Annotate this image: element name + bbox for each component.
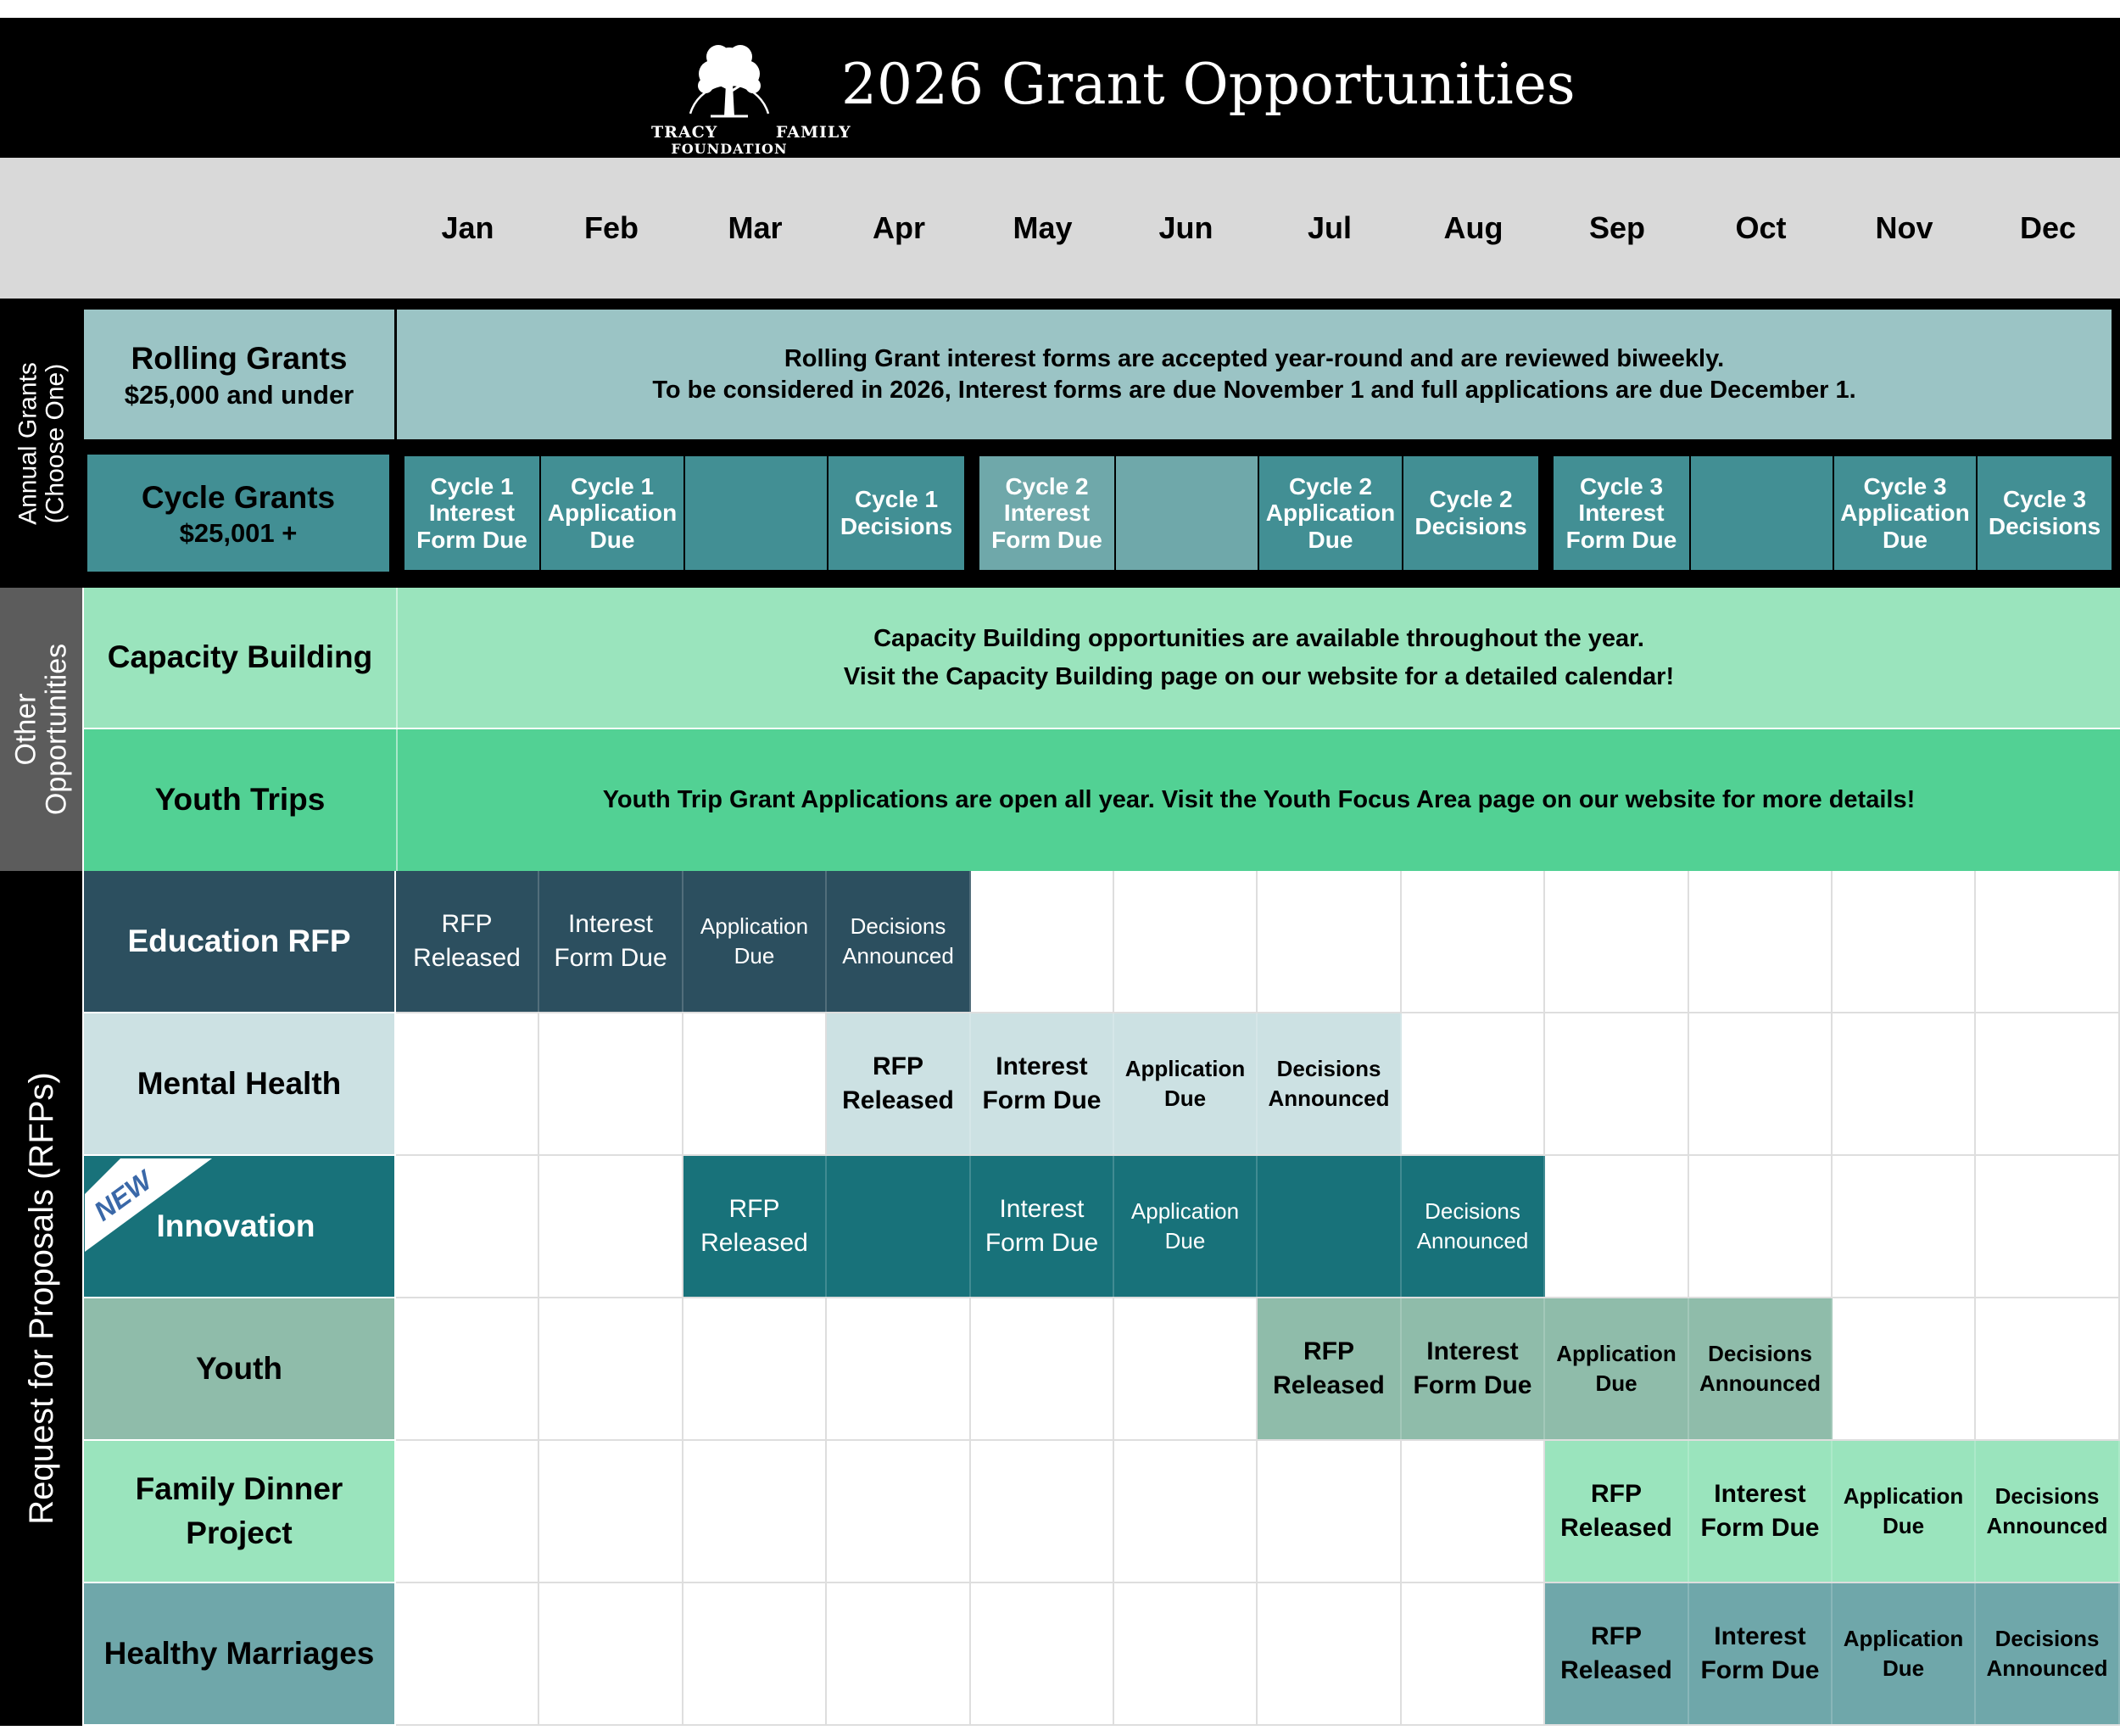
cycle-cell-jan bbox=[404, 456, 539, 570]
rfp-event-cell bbox=[683, 871, 827, 1012]
rfp-name-cell bbox=[84, 1013, 394, 1156]
grid-cell bbox=[971, 1583, 1114, 1726]
capacity-building-message-cell bbox=[396, 588, 2120, 728]
rfp-event-text: Decisions bbox=[1708, 1340, 1812, 1366]
youth-trips-name: Youth Trips bbox=[154, 782, 326, 818]
cycle-grants-amount: $25,001 + bbox=[179, 518, 298, 549]
month-header-oct: Oct bbox=[1735, 210, 1787, 245]
cycle-cell-text: Cycle 2 bbox=[1005, 472, 1089, 500]
grid-cell bbox=[1976, 1156, 2120, 1298]
rfp-event-text: Due bbox=[1882, 1513, 1925, 1538]
rfp-event-text: Application bbox=[1124, 1055, 1246, 1081]
page-title: 2026 Grant Opportunities bbox=[841, 52, 1576, 117]
rolling-grants-label-cell bbox=[84, 310, 394, 439]
rfp-name-cell bbox=[84, 1441, 394, 1583]
grid-cell bbox=[1833, 1298, 1976, 1441]
cycle-cell-may bbox=[979, 456, 1114, 570]
rfp-event-text: Interest bbox=[1426, 1337, 1519, 1365]
cycle-cell-text: Cycle 2 bbox=[1429, 486, 1513, 513]
rfp-event-text: Due bbox=[1164, 1228, 1206, 1253]
rfp-name-cell bbox=[84, 1298, 394, 1441]
cycle-cell-text: Cycle 1 bbox=[570, 472, 655, 500]
rfp-event-text: Released bbox=[413, 944, 521, 972]
rfp-event-text: Released bbox=[1560, 1514, 1672, 1542]
rfp-event-cell bbox=[971, 1156, 1114, 1297]
cycle-cell-sep bbox=[1554, 456, 1689, 570]
rfp-event-text: Decisions bbox=[1994, 1482, 2100, 1509]
rfp-event-text: Released bbox=[700, 1229, 808, 1257]
rfps-side-label bbox=[0, 871, 82, 1726]
annual-grants-label-line1: Annual Grants bbox=[14, 361, 42, 525]
rfp-event-text: Released bbox=[842, 1086, 954, 1114]
rfp-event-text: RFP bbox=[1591, 1479, 1642, 1508]
cycle-cell-apr bbox=[828, 456, 964, 570]
other-opportunities-label-line2: Opportunities bbox=[39, 643, 72, 816]
rfp-event-cell bbox=[1689, 1441, 1833, 1582]
rfp-event-text: Decisions bbox=[1994, 1625, 2100, 1651]
rfp-event-text: Form Due bbox=[1700, 1656, 1820, 1684]
rolling-grants-message-cell bbox=[397, 310, 2112, 439]
cycle-grants-label-cell bbox=[87, 455, 389, 572]
youth-trips-message: Youth Trip Grant Applications are open all year. Visit the Youth Focus Area page on our website for more details! bbox=[602, 786, 1916, 814]
rfp-name-text: Youth bbox=[195, 1351, 283, 1387]
rfp-name-cell bbox=[84, 871, 394, 1013]
grid-cell bbox=[1689, 1156, 1833, 1298]
capacity-building-message-line1: Capacity Building opportunities are available throughout the year. bbox=[873, 625, 1644, 653]
rfp-event-text: Application bbox=[1843, 1482, 1964, 1509]
cycle-cell-text: Due bbox=[1308, 526, 1353, 553]
grid-cell bbox=[1258, 871, 1402, 1013]
grid-cell bbox=[1258, 1583, 1402, 1726]
rfp-event-text: Decisions bbox=[1276, 1055, 1381, 1081]
rfp-name-text: Mental Health bbox=[137, 1066, 342, 1102]
grid-cell bbox=[1833, 871, 1976, 1013]
header-bar bbox=[0, 18, 2120, 158]
cycle-cell-aug bbox=[1403, 456, 1538, 570]
rfp-event-text: Announced bbox=[1268, 1086, 1390, 1111]
grid-cell bbox=[1689, 871, 1833, 1013]
grid-cell bbox=[683, 1298, 827, 1441]
grid-cell bbox=[1402, 1583, 1545, 1726]
cycle-cell-text: Cycle 1 bbox=[854, 486, 939, 513]
grid-cell bbox=[1689, 1013, 1833, 1156]
new-badge-text: NEW bbox=[88, 1164, 158, 1227]
cycle-cell-text: Decisions bbox=[840, 513, 953, 539]
cycle-cell-text: Due bbox=[589, 526, 635, 553]
rfp-name-text: Education RFP bbox=[127, 924, 351, 959]
month-header-may: May bbox=[1013, 210, 1073, 245]
rfp-event-text: Interest bbox=[1714, 1622, 1806, 1650]
annual-grants-label-line2: (Choose One) bbox=[40, 363, 69, 523]
grid-cell bbox=[827, 1583, 971, 1726]
month-header-aug: Aug bbox=[1443, 210, 1504, 245]
month-header-apr: Apr bbox=[873, 210, 925, 245]
rfp-event-cell bbox=[539, 871, 683, 1012]
month-header-nov: Nov bbox=[1875, 210, 1933, 245]
rfp-event-text: Form Due bbox=[1413, 1371, 1532, 1399]
capacity-building-label-cell bbox=[84, 588, 396, 728]
cycle-cell-text: Form Due bbox=[416, 526, 527, 553]
grid-cell bbox=[1976, 1013, 2120, 1156]
rfp-event-cell bbox=[1258, 1013, 1402, 1154]
rfp-name-text: Healthy Marriages bbox=[103, 1636, 375, 1672]
rfp-event-text: Form Due bbox=[1700, 1514, 1820, 1542]
rfp-event-text: Due bbox=[1163, 1086, 1207, 1111]
rfp-event-text: Released bbox=[1560, 1656, 1672, 1684]
month-header-dec: Dec bbox=[2019, 210, 2077, 245]
cycle-cell-feb bbox=[541, 456, 683, 570]
month-header-jul: Jul bbox=[1307, 210, 1352, 245]
cycle-cell-oct bbox=[1691, 456, 1833, 570]
grid-cell bbox=[971, 1298, 1114, 1441]
rfp-name-text: Family Dinner bbox=[135, 1471, 343, 1507]
month-header-mar: Mar bbox=[728, 210, 783, 245]
grid-cell bbox=[1114, 1583, 1258, 1726]
grid-cell bbox=[539, 1156, 683, 1298]
grid-cell bbox=[396, 1583, 539, 1726]
cycle-cell-text: Application bbox=[1265, 500, 1396, 527]
grid-cell bbox=[1114, 871, 1258, 1013]
rfp-event-cell bbox=[1689, 1298, 1833, 1439]
grid-cell bbox=[1545, 871, 1689, 1013]
rfp-event-text: RFP bbox=[1591, 1622, 1642, 1650]
rfp-event-text: RFP bbox=[728, 1194, 780, 1223]
rfp-event-text: Announced bbox=[1699, 1370, 1821, 1396]
rfp-event-text: RFP bbox=[873, 1052, 923, 1080]
rfp-event-text: Interest bbox=[567, 909, 654, 938]
rfp-event-text: Decisions bbox=[1425, 1197, 1520, 1224]
youth-trips-label-cell bbox=[84, 729, 396, 871]
cycle-cell-text: Form Due bbox=[991, 526, 1102, 553]
cycle-cell-text: Form Due bbox=[1565, 526, 1677, 553]
cycle-cell-text: Cycle 3 bbox=[1863, 472, 1947, 500]
rfp-event-cell bbox=[1833, 1583, 1976, 1724]
rfp-event-cell bbox=[683, 1156, 827, 1297]
cycle-cell-text: Application bbox=[1840, 500, 1970, 527]
grid-cell bbox=[971, 871, 1114, 1013]
rfp-event-text: Application bbox=[1130, 1197, 1240, 1224]
rolling-grants-name: Rolling Grants bbox=[131, 341, 348, 377]
cycle-cell-nov bbox=[1834, 456, 1976, 570]
rfp-event-text: Due bbox=[1882, 1655, 1925, 1681]
grid-cell bbox=[1545, 1013, 1689, 1156]
cycle-cell-text: Interest bbox=[428, 500, 516, 527]
month-header-row bbox=[0, 158, 2120, 299]
grid-cell bbox=[1402, 871, 1545, 1013]
grid-cell bbox=[971, 1441, 1114, 1583]
cycle-cell-jul bbox=[1259, 456, 1402, 570]
cycle-cell-text: Cycle 3 bbox=[2002, 486, 2087, 513]
grid-cell bbox=[539, 1583, 683, 1726]
capacity-building-name: Capacity Building bbox=[107, 639, 373, 675]
rolling-grants-message-line1: Rolling Grant interest forms are accepted year-round and are reviewed biweekly. bbox=[784, 345, 1725, 373]
youth-trips-message-cell bbox=[396, 729, 2120, 871]
cycle-cell-dec bbox=[1978, 456, 2112, 570]
rfp-event-cell bbox=[1976, 1441, 2120, 1582]
grid-cell bbox=[1833, 1013, 1976, 1156]
grid-cell bbox=[1114, 1441, 1258, 1583]
cycle-cell-mar bbox=[685, 456, 827, 570]
cycle-cell-text: Due bbox=[1883, 526, 1928, 553]
rfp-event-text: Application bbox=[1843, 1625, 1964, 1651]
rfp-event-text: Decisions bbox=[850, 913, 946, 939]
rfp-event-text: Interest bbox=[996, 1052, 1088, 1080]
grid-cell bbox=[539, 1013, 683, 1156]
rfp-name-text: Project bbox=[186, 1516, 293, 1550]
other-opportunities-side-label bbox=[0, 588, 82, 871]
grid-cell bbox=[539, 1441, 683, 1583]
grid-cell bbox=[1976, 1298, 2120, 1441]
rfp-event-cell bbox=[1545, 1441, 1689, 1582]
grid-cell bbox=[539, 1298, 683, 1441]
rolling-grants-message-line2: To be considered in 2026, Interest forms are due November 1 and full applications are due December 1. bbox=[652, 376, 1856, 404]
other-opportunities-label-line1: Other bbox=[8, 693, 42, 766]
grid-cell bbox=[827, 1441, 971, 1583]
grid-cell bbox=[1545, 1156, 1689, 1298]
logo-text-top: TRACY FAMILY bbox=[651, 123, 851, 142]
grid-cell bbox=[396, 1441, 539, 1583]
rfp-event-cell bbox=[1545, 1583, 1689, 1724]
rfp-event-text: Interest bbox=[999, 1194, 1085, 1223]
rfp-event-text: Announced bbox=[1986, 1655, 2108, 1681]
rfp-event-cell bbox=[396, 871, 539, 1012]
cycle-grants-name: Cycle Grants bbox=[141, 479, 336, 515]
rfp-event-cell bbox=[827, 1156, 971, 1297]
tree-icon bbox=[678, 33, 780, 123]
cycle-cell-jun bbox=[1116, 456, 1258, 570]
cycle-cell-text: Interest bbox=[1003, 500, 1091, 527]
grid-cell bbox=[827, 1298, 971, 1441]
rfp-event-text: Interest bbox=[1714, 1479, 1806, 1508]
grid-cell bbox=[683, 1441, 827, 1583]
month-header-sep: Sep bbox=[1588, 210, 1646, 245]
rfp-event-cell bbox=[971, 1013, 1114, 1154]
cycle-cell-text: Application bbox=[547, 500, 678, 527]
new-badge bbox=[85, 1158, 220, 1260]
rfp-event-text: Released bbox=[1273, 1371, 1385, 1399]
cycle-cell-text: Cycle 3 bbox=[1579, 472, 1664, 500]
month-header-feb: Feb bbox=[583, 210, 639, 245]
grid-cell bbox=[1402, 1441, 1545, 1583]
rfp-event-cell bbox=[1402, 1298, 1545, 1439]
capacity-building-message-line2: Visit the Capacity Building page on our website for a detailed calendar! bbox=[843, 662, 1675, 690]
grid-cell bbox=[1402, 1013, 1545, 1156]
grid-cell bbox=[683, 1583, 827, 1726]
grid-cell bbox=[396, 1013, 539, 1156]
rfp-event-text: Announced bbox=[1986, 1513, 2108, 1538]
cycle-cell-text: Interest bbox=[1578, 500, 1665, 527]
rfp-event-text: Application bbox=[1556, 1340, 1676, 1366]
rfp-event-text: Due bbox=[734, 943, 775, 968]
rfps-label-text: Request for Proposals (RFPs) bbox=[22, 1072, 60, 1525]
cycle-cell-text: Decisions bbox=[1988, 513, 2101, 539]
logo-text-bottom: FOUNDATION bbox=[671, 141, 788, 157]
cycle-cell-text: Decisions bbox=[1414, 513, 1527, 539]
rolling-grants-amount: $25,000 and under bbox=[124, 379, 354, 410]
grid-cell bbox=[396, 1156, 539, 1298]
month-header-jun: Jun bbox=[1158, 210, 1213, 245]
rfp-event-cell bbox=[1258, 1298, 1402, 1439]
rfp-event-text: Announced bbox=[842, 943, 954, 968]
rfp-event-cell bbox=[1402, 1156, 1545, 1297]
rfp-event-text: Application bbox=[700, 913, 809, 939]
rfp-event-cell bbox=[1689, 1583, 1833, 1724]
rfp-event-text: Due bbox=[1595, 1370, 1637, 1396]
annual-grants-side-label bbox=[0, 299, 82, 588]
rfp-event-cell bbox=[827, 871, 971, 1012]
rfp-event-cell bbox=[1976, 1583, 2120, 1724]
rfp-event-cell bbox=[827, 1013, 971, 1154]
cycle-cell-text: Cycle 1 bbox=[430, 472, 514, 500]
rfp-event-cell bbox=[1258, 1156, 1402, 1297]
rfp-event-text: Form Due bbox=[982, 1086, 1102, 1114]
rfp-event-text: RFP bbox=[441, 909, 493, 938]
rfp-name-text: Innovation bbox=[156, 1209, 315, 1244]
grid-cell bbox=[1976, 871, 2120, 1013]
rfp-event-text: Form Due bbox=[985, 1229, 1099, 1257]
rfp-event-text: Form Due bbox=[554, 944, 667, 972]
rfp-name-cell bbox=[84, 1583, 394, 1726]
foundation-logo bbox=[644, 33, 851, 157]
rfp-event-text: Announced bbox=[1416, 1228, 1529, 1253]
grid-cell bbox=[1114, 1298, 1258, 1441]
grid-cell bbox=[396, 1298, 539, 1441]
month-header-jan: Jan bbox=[441, 210, 494, 245]
grid-cell bbox=[1833, 1156, 1976, 1298]
grid-cell bbox=[683, 1013, 827, 1156]
rfp-event-text: RFP bbox=[1303, 1337, 1354, 1365]
rfp-event-cell bbox=[1545, 1298, 1689, 1439]
rfp-event-cell bbox=[1833, 1441, 1976, 1582]
rfp-event-cell bbox=[1114, 1156, 1258, 1297]
cycle-cell-text: Cycle 2 bbox=[1288, 472, 1373, 500]
rfp-event-cell bbox=[1114, 1013, 1258, 1154]
grid-cell bbox=[1258, 1441, 1402, 1583]
